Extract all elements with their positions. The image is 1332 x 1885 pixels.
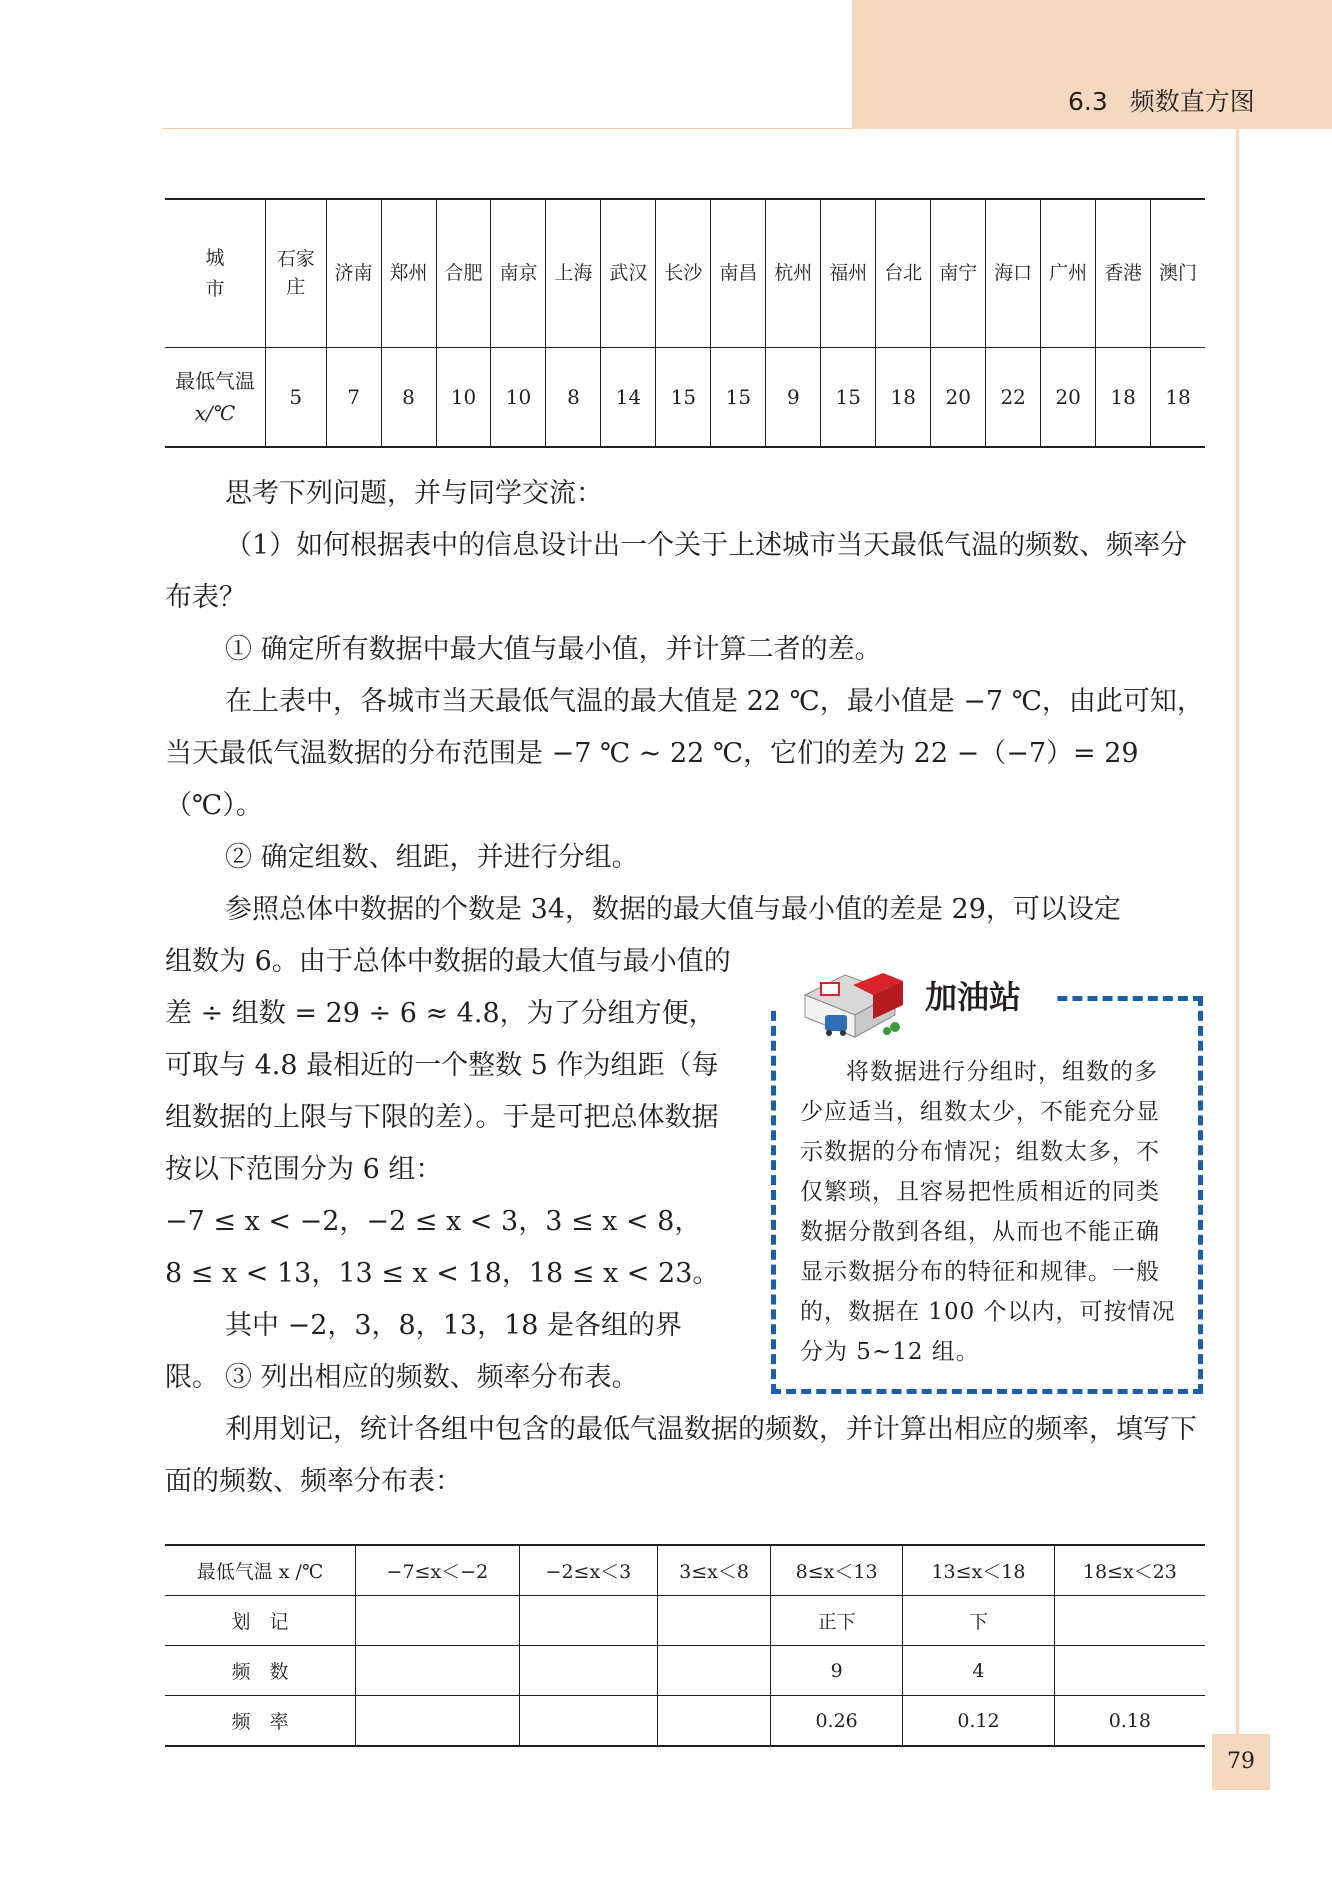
city-name: 南宁 (939, 261, 978, 284)
section-title: 频数直方图 (1129, 87, 1255, 116)
paragraph-tally: 利用划记，统计各组中包含的最低气温数据的频数，并计算出相应的频率，填写下面的频数、频率分布表： (165, 1414, 1197, 1497)
paragraph-step-3: ③ 列出相应的频数、频率分布表。 (225, 1362, 639, 1393)
city-cell (1096, 199, 1151, 348)
freq-cell (356, 1646, 520, 1696)
temp-cell: 18 (1151, 348, 1205, 448)
freq-cell: 下 (903, 1596, 1055, 1646)
temp-cell: 10 (436, 348, 491, 448)
frequency-table (165, 1544, 1205, 1747)
side-rule (1236, 129, 1239, 1759)
temp-cell: 14 (601, 348, 656, 448)
freq-cell: 9 (771, 1646, 903, 1696)
freq-cell (356, 1696, 520, 1747)
paragraph-groups-line-2: 8 ≤ x < 13，13 ≤ x < 18，18 ≤ x < 23。 (165, 1258, 720, 1289)
freq-row (165, 1696, 1205, 1747)
page-number: 79 (1212, 1734, 1270, 1790)
paragraph-groups-line-1: −7 ≤ x < −2，−2 ≤ x < 3，3 ≤ x < 8， (165, 1206, 702, 1237)
paragraph-question-1: （1）如何根据表中的信息设计出一个关于上述城市当天最低气温的频数、频率分布表？ (165, 530, 1188, 613)
temp-cell: 18 (1096, 348, 1151, 448)
city-name: 长沙 (664, 261, 703, 284)
temp-cell: 10 (491, 348, 546, 448)
freq-cell (519, 1646, 657, 1696)
temp-cell: 20 (931, 348, 986, 448)
freq-cell: 0.18 (1054, 1696, 1205, 1747)
freq-cell: 0.26 (771, 1696, 903, 1747)
tip-title: 加油站 (925, 978, 1022, 1016)
city-name: 台北 (884, 261, 923, 284)
city-name: 香港 (1104, 261, 1143, 284)
city-cell (766, 199, 821, 348)
freq-cell: 正下 (771, 1596, 903, 1646)
city-cell (711, 199, 766, 348)
freq-row-label: 划 记 (165, 1596, 356, 1646)
temp-cell: 9 (766, 348, 821, 448)
freq-cell (519, 1596, 657, 1646)
freq-cell (658, 1696, 771, 1747)
row-label-city: 城市 (165, 199, 266, 348)
city-cell (876, 199, 931, 348)
freq-cell: 0.12 (903, 1696, 1055, 1747)
freq-cell: 4 (903, 1646, 1055, 1696)
freq-column-header: −2≤x＜3 (519, 1545, 657, 1596)
row-label-temp: 最低气温 x/℃ (165, 348, 266, 448)
header-rule (163, 128, 852, 129)
city-cell (491, 199, 546, 348)
paragraph-step-2: ② 确定组数、组距，并进行分组。 (225, 842, 639, 873)
temp-cell: 8 (546, 348, 601, 448)
freq-cell (519, 1696, 657, 1747)
freq-column-header: 8≤x＜13 (771, 1545, 903, 1596)
city-name: 杭州 (774, 261, 813, 284)
city-name: 广州 (1049, 261, 1088, 284)
city-name: 济南 (334, 261, 373, 284)
temp-cell: 8 (381, 348, 436, 448)
city-name: 武汉 (609, 261, 648, 284)
freq-row (165, 1646, 1205, 1696)
city-cell (546, 199, 601, 348)
city-name: 福州 (829, 261, 868, 284)
city-name: 上海 (554, 261, 593, 284)
temp-cell: 15 (656, 348, 711, 448)
temp-cell: 7 (326, 348, 381, 448)
city-cell (601, 199, 656, 348)
freq-cell (1054, 1646, 1205, 1696)
city-name: 南京 (499, 261, 538, 284)
temp-cell: 22 (986, 348, 1041, 448)
city-cell (1151, 199, 1205, 348)
temp-cell: 20 (1041, 348, 1096, 448)
freq-column-header: 13≤x＜18 (903, 1545, 1055, 1596)
city-name: 海口 (994, 261, 1033, 284)
paragraph-grouping: 组数为 6。由于总体中数据的最大值与最小值的差 ÷ 组数 = 29 ÷ 6 ≈ 4.8，为了分组方便，可取与 4.8 最相近的一个整数 5 作为组距（每组数据的上限与下限的差）。于是可把总体数据按以下范围分为 6 组： (165, 946, 731, 1185)
freq-cell (658, 1596, 771, 1646)
paragraph-think: 思考下列问题，并与同学交流： (225, 478, 603, 509)
temp-cell: 15 (821, 348, 876, 448)
tip-text: 将数据进行分组时，组数的多少应适当，组数太少，不能充分显示数据的分布情况；组数太多，不仅繁琐，且容易把性质相近的同类数据分散到各组，从而也不能正确显示数据分布的特征和规律。一般的，数据在 100 个以内，可按情况分为 5~12 组。 (800, 1059, 1176, 1365)
city-cell (436, 199, 491, 348)
city-name: 郑州 (389, 261, 428, 284)
city-cell (1041, 199, 1096, 348)
paragraph-boundaries: 其中 −2，3，8，13，18 是各组的界限。 (165, 1310, 683, 1393)
section-number: 6.3 (1068, 87, 1108, 116)
city-cell (266, 199, 327, 348)
city-cell (381, 199, 436, 348)
city-cell (931, 199, 986, 348)
city-cell (986, 199, 1041, 348)
city-cell (326, 199, 381, 348)
city-name: 石家庄 (276, 247, 315, 298)
freq-row-label: 频 率 (165, 1696, 356, 1747)
city-temperature-table (165, 198, 1205, 448)
freq-cell (1054, 1596, 1205, 1646)
paragraph-range: 在上表中，各城市当天最低气温的最大值是 22 ℃，最小值是 −7 ℃，由此可知，当天最低气温数据的分布范围是 −7 ℃ ~ 22 ℃，它们的差为 22 −（−7）= 29（℃）。 (165, 686, 1204, 821)
freq-row (165, 1596, 1205, 1646)
freq-cell (658, 1646, 771, 1696)
city-name: 澳门 (1159, 261, 1198, 284)
section-header (1068, 82, 1255, 118)
city-cell (656, 199, 711, 348)
paragraph-count: 参照总体中数据的个数是 34，数据的最大值与最小值的差是 29，可以设定 (225, 894, 1121, 925)
temp-cell: 5 (266, 348, 327, 448)
paragraph-step-1: ① 确定所有数据中最大值与最小值，并计算二者的差。 (225, 634, 882, 665)
freq-row-label: 频 数 (165, 1646, 356, 1696)
freq-column-header: −7≤x＜−2 (356, 1545, 520, 1596)
freq-column-header: 18≤x＜23 (1054, 1545, 1205, 1596)
temp-cell: 15 (711, 348, 766, 448)
gas-station-icon (795, 955, 907, 1045)
city-cell (821, 199, 876, 348)
freq-cell (356, 1596, 520, 1646)
city-name: 南昌 (719, 261, 758, 284)
city-name: 合肥 (444, 261, 483, 284)
temp-cell: 18 (876, 348, 931, 448)
freq-header-label: 最低气温 x /℃ (165, 1545, 356, 1596)
freq-column-header: 3≤x＜8 (658, 1545, 771, 1596)
